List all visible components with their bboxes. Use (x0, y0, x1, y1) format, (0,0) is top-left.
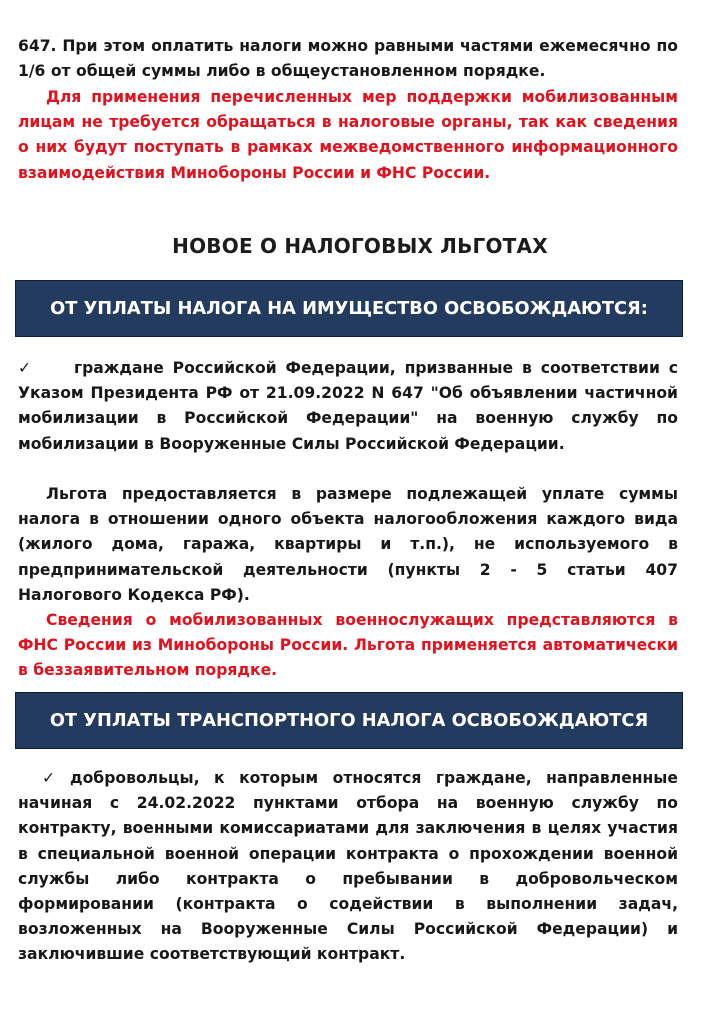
property-exempt-item (18, 356, 678, 457)
transport-exempt-item-text: добровольцы, к которым относятся граждане, направленные начиная с 24.02.2022 пунктами отбора на военную службу по контракту, военными комиссариатами для заключения в целях участия в специальной военной операции контракта о прохождении военной службы либо контракта о пребывании в добровольческом формировании (контракта о содействии в выполнении задач, возложенных на Вооруженные Силы Российской Федерации) и заключившие соответствующий контракт. (18, 769, 678, 964)
transport-tax-banner (15, 692, 683, 749)
property-tax-banner (15, 280, 683, 337)
property-tax-banner-label: ОТ УПЛАТЫ НАЛОГА НА ИМУЩЕСТВО ОСВОБОЖДАЮТСЯ: (50, 298, 648, 319)
checkmark-icon: ✓ (42, 769, 56, 787)
intro-note-red: Для применения перечисленных мер поддержки мобилизованным лицам не требуется обращаться в налоговые органы, так как сведения о них будут поступать в рамках межведомственного информационного взаимодействия Минобороны России и ФНС России. (18, 88, 678, 182)
transport-tax-banner-label: ОТ УПЛАТЫ ТРАНСПОРТНОГО НАЛОГА ОСВОБОЖДАЮТСЯ (49, 710, 649, 731)
section-heading: НОВОЕ О НАЛОГОВЫХ ЛЬГОТАХ (172, 234, 548, 258)
intro-paragraph: 647. При этом оплатить налоги можно равными частями ежемесячно по 1/6 от общей суммы либо в общеустановленном порядке. (18, 37, 678, 81)
property-exempt-item-text: граждане Российской Федерации, призванные в соответствии с Указом Президента РФ от 21.09.2022 N 647 "Об объявлении частичной мобилизации в Российской Федерации" на военную службу по мобилизации в Вооруженные Силы Российской Федерации. (18, 359, 678, 453)
property-note-red: Сведения о мобилизованных военнослужащих представляются в ФНС России из Минобороны России. Льгота применяется автоматически в беззаявительном порядке. (18, 611, 678, 680)
checkmark-icon: ✓ (18, 359, 32, 377)
transport-exempt-item (18, 766, 678, 968)
property-benefit-paragraph: Льгота предоставляется в размере подлежащей уплате суммы налога в отношении одного объекта налогообложения каждого вида (жилого дома, гаража, квартиры и т.п.), не используемого в предпринимательской деятельности (пункты 2 - 5 статьи 407 Налогового Кодекса РФ). (18, 485, 678, 604)
